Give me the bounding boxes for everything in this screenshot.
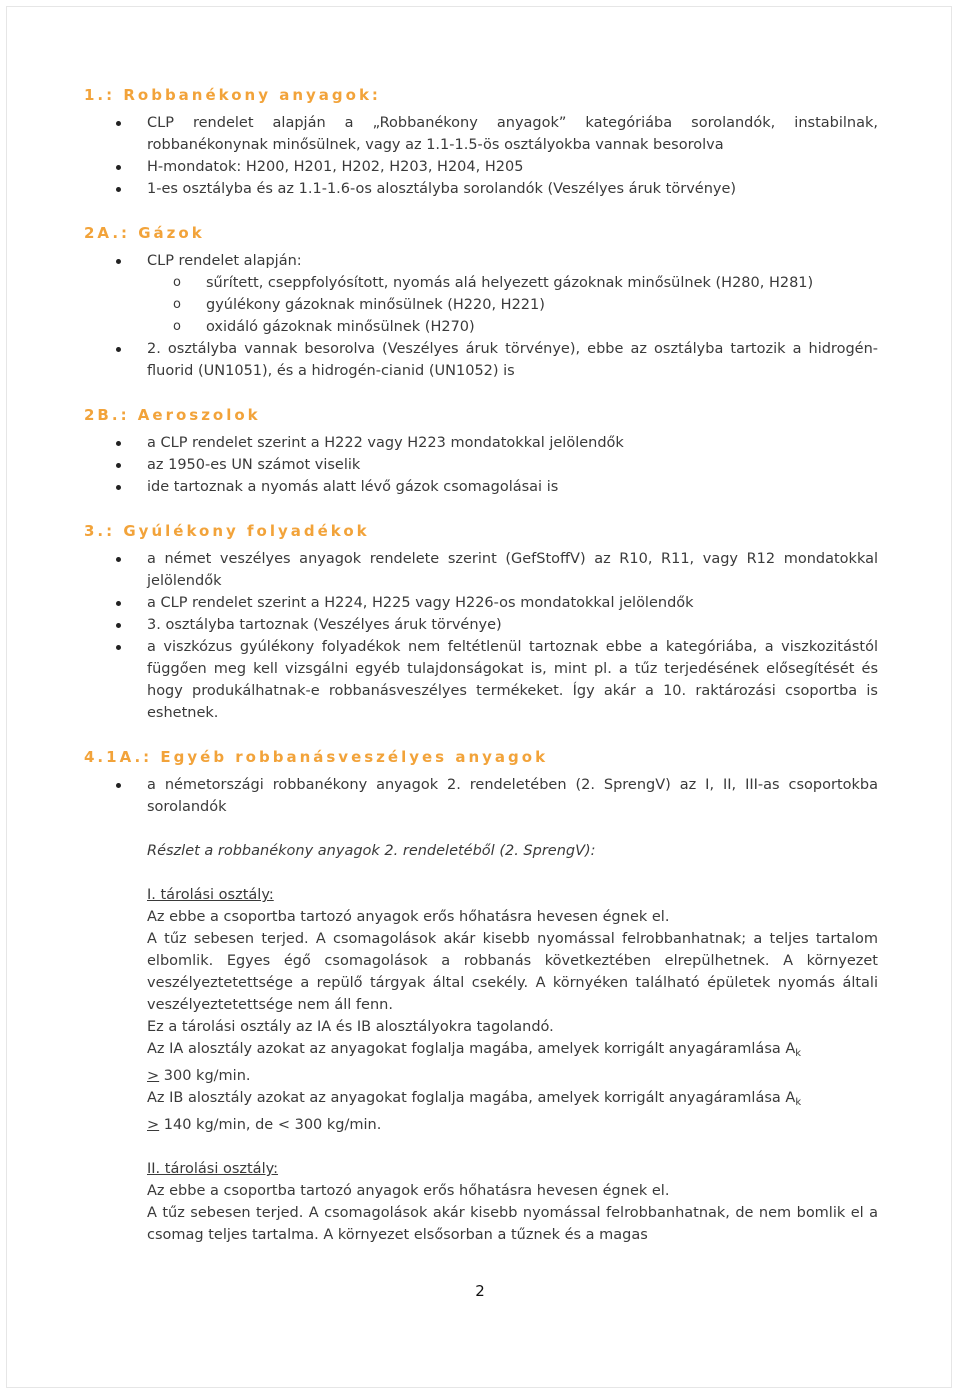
list-item-text: CLP rendelet alapján: bbox=[147, 253, 302, 269]
list-item: 2. osztályba vannak besorolva (Veszélyes áruk törvénye), ebbe az osztályba tartozik a hidrogén-fluorid (UN1051), és a hidrogén-cianid (UN1052) is bbox=[84, 338, 878, 382]
section-heading-4: 4.1A.: Egyéb robbanásveszélyes anyagok bbox=[84, 748, 549, 766]
section-heading-2a: 2A.: Gázok bbox=[84, 224, 205, 242]
class-ia-paragraph bbox=[84, 1038, 878, 1087]
section-heading-1: 1.: Robbanékony anyagok: bbox=[84, 86, 381, 104]
sub-list bbox=[147, 272, 878, 338]
class-ib-text: Az IB alosztály azokat az anyagokat foglalja magába, amelyek korrigált anyagáramlása A bbox=[147, 1090, 796, 1106]
section-2a-list bbox=[84, 250, 878, 382]
class-ia-text: Az IA alosztály azokat az anyagokat foglalja magába, amelyek korrigált anyagáramlása A bbox=[147, 1041, 796, 1057]
class-2-paragraph: Az ebbe a csoportba tartozó anyagok erős hőhatásra hevesen égnek el. bbox=[147, 1183, 670, 1199]
class-2-paragraph: A tűz sebesen terjed. A csomagolások akár kisebb nyomással felrobbanhatnak, de nem bomlik el a csomag teljes tartalma. A környezet elsősorban a tűznek és a magas bbox=[147, 1205, 878, 1243]
list-item: a viszkózus gyúlékony folyadékok nem feltétlenül tartoznak ebbe a kategóriába, a viszkozitástól függően meg kell vizsgálni egyéb tulajdonságokat is, mint pl. a tűz terjedésének elősegítését és hogy produkálhatnak-e robbanásveszélyes termékeket. Így akár a 10. raktározási csoportba is eshetnek. bbox=[84, 636, 878, 724]
list-item: 1-es osztályba és az 1.1-1.6-os alosztályba sorolandók (Veszélyes áruk törvénye) bbox=[84, 178, 878, 200]
list-item: 3. osztályba tartoznak (Veszélyes áruk törvénye) bbox=[84, 614, 878, 636]
excerpt-caption: Részlet a robbanékony anyagok 2. rendeletéből (2. SprengV): bbox=[147, 843, 596, 859]
class-ia-value: 300 kg/min. bbox=[159, 1068, 251, 1084]
list-item: a német veszélyes anyagok rendelete szerint (GefStoffV) az R10, R11, vagy R12 mondatokkal jelölendők bbox=[84, 548, 878, 592]
sub-list-item: o sűrített, cseppfolyósított, nyomás alá helyezett gázoknak minősülnek (H280, H281) bbox=[147, 272, 878, 294]
subscript: k bbox=[795, 1048, 802, 1059]
subscript: k bbox=[795, 1097, 802, 1108]
list-item: ide tartoznak a nyomás alatt lévő gázok csomagolásai is bbox=[84, 476, 878, 498]
greater-equal-symbol: > bbox=[147, 1117, 160, 1133]
class-1-paragraph: A tűz sebesen terjed. A csomagolások akár kisebb nyomással felrobbanhatnak; a teljes tartalom elbomlik. Egyes égő csomagolások a robbanás következtében elrepülhetnek. A környezet veszélyeztetettsége a repülő tárgyak által csekély. A környéken található épületek nyomás általi veszélyeztetettsége nem áll fenn. bbox=[147, 931, 878, 1013]
class-2-title: II. tárolási osztály: bbox=[147, 1161, 279, 1177]
document-body bbox=[84, 84, 878, 1246]
class-ib-value: 140 kg/min, de < 300 kg/min. bbox=[159, 1117, 382, 1133]
sub-list-item: o gyúlékony gázoknak minősülnek (H220, H221) bbox=[147, 294, 878, 316]
section-1-list bbox=[84, 112, 878, 200]
list-item: a CLP rendelet szerint a H224, H225 vagy H226-os mondatokkal jelölendők bbox=[84, 592, 878, 614]
class-1-paragraph: Az ebbe a csoportba tartozó anyagok erős hőhatásra hevesen égnek el. bbox=[147, 909, 670, 925]
section-heading-2b: 2B.: Aeroszolok bbox=[84, 406, 261, 424]
list-item: az 1950-es UN számot viselik bbox=[84, 454, 878, 476]
greater-equal-symbol: > bbox=[147, 1068, 160, 1084]
section-heading-3: 3.: Gyúlékony folyadékok bbox=[84, 522, 370, 540]
section-4-list bbox=[84, 774, 878, 818]
section-2b-list bbox=[84, 432, 878, 498]
page-number: 2 bbox=[475, 1282, 485, 1300]
list-item: H-mondatok: H200, H201, H202, H203, H204, H205 bbox=[84, 156, 878, 178]
sub-list-item: o oxidáló gázoknak minősülnek (H270) bbox=[147, 316, 878, 338]
class-1-title: I. tárolási osztály: bbox=[147, 887, 274, 903]
section-3-list bbox=[84, 548, 878, 724]
class-1-paragraph: Ez a tárolási osztály az IA és IB alosztályokra tagolandó. bbox=[147, 1019, 554, 1035]
list-item: a CLP rendelet szerint a H222 vagy H223 mondatokkal jelölendők bbox=[84, 432, 878, 454]
list-item bbox=[84, 250, 878, 338]
class-ib-paragraph bbox=[84, 1087, 878, 1136]
list-item: a németországi robbanékony anyagok 2. rendeletében (2. SprengV) az I, II, III-as csoportokba sorolandók bbox=[84, 774, 878, 818]
list-item: CLP rendelet alapján a „Robbanékony anyagok” kategóriába sorolandók, instabilnak, robbanékonynak minősülnek, vagy az 1.1-1.5-ös osztályokba vannak besorolva bbox=[84, 112, 878, 156]
